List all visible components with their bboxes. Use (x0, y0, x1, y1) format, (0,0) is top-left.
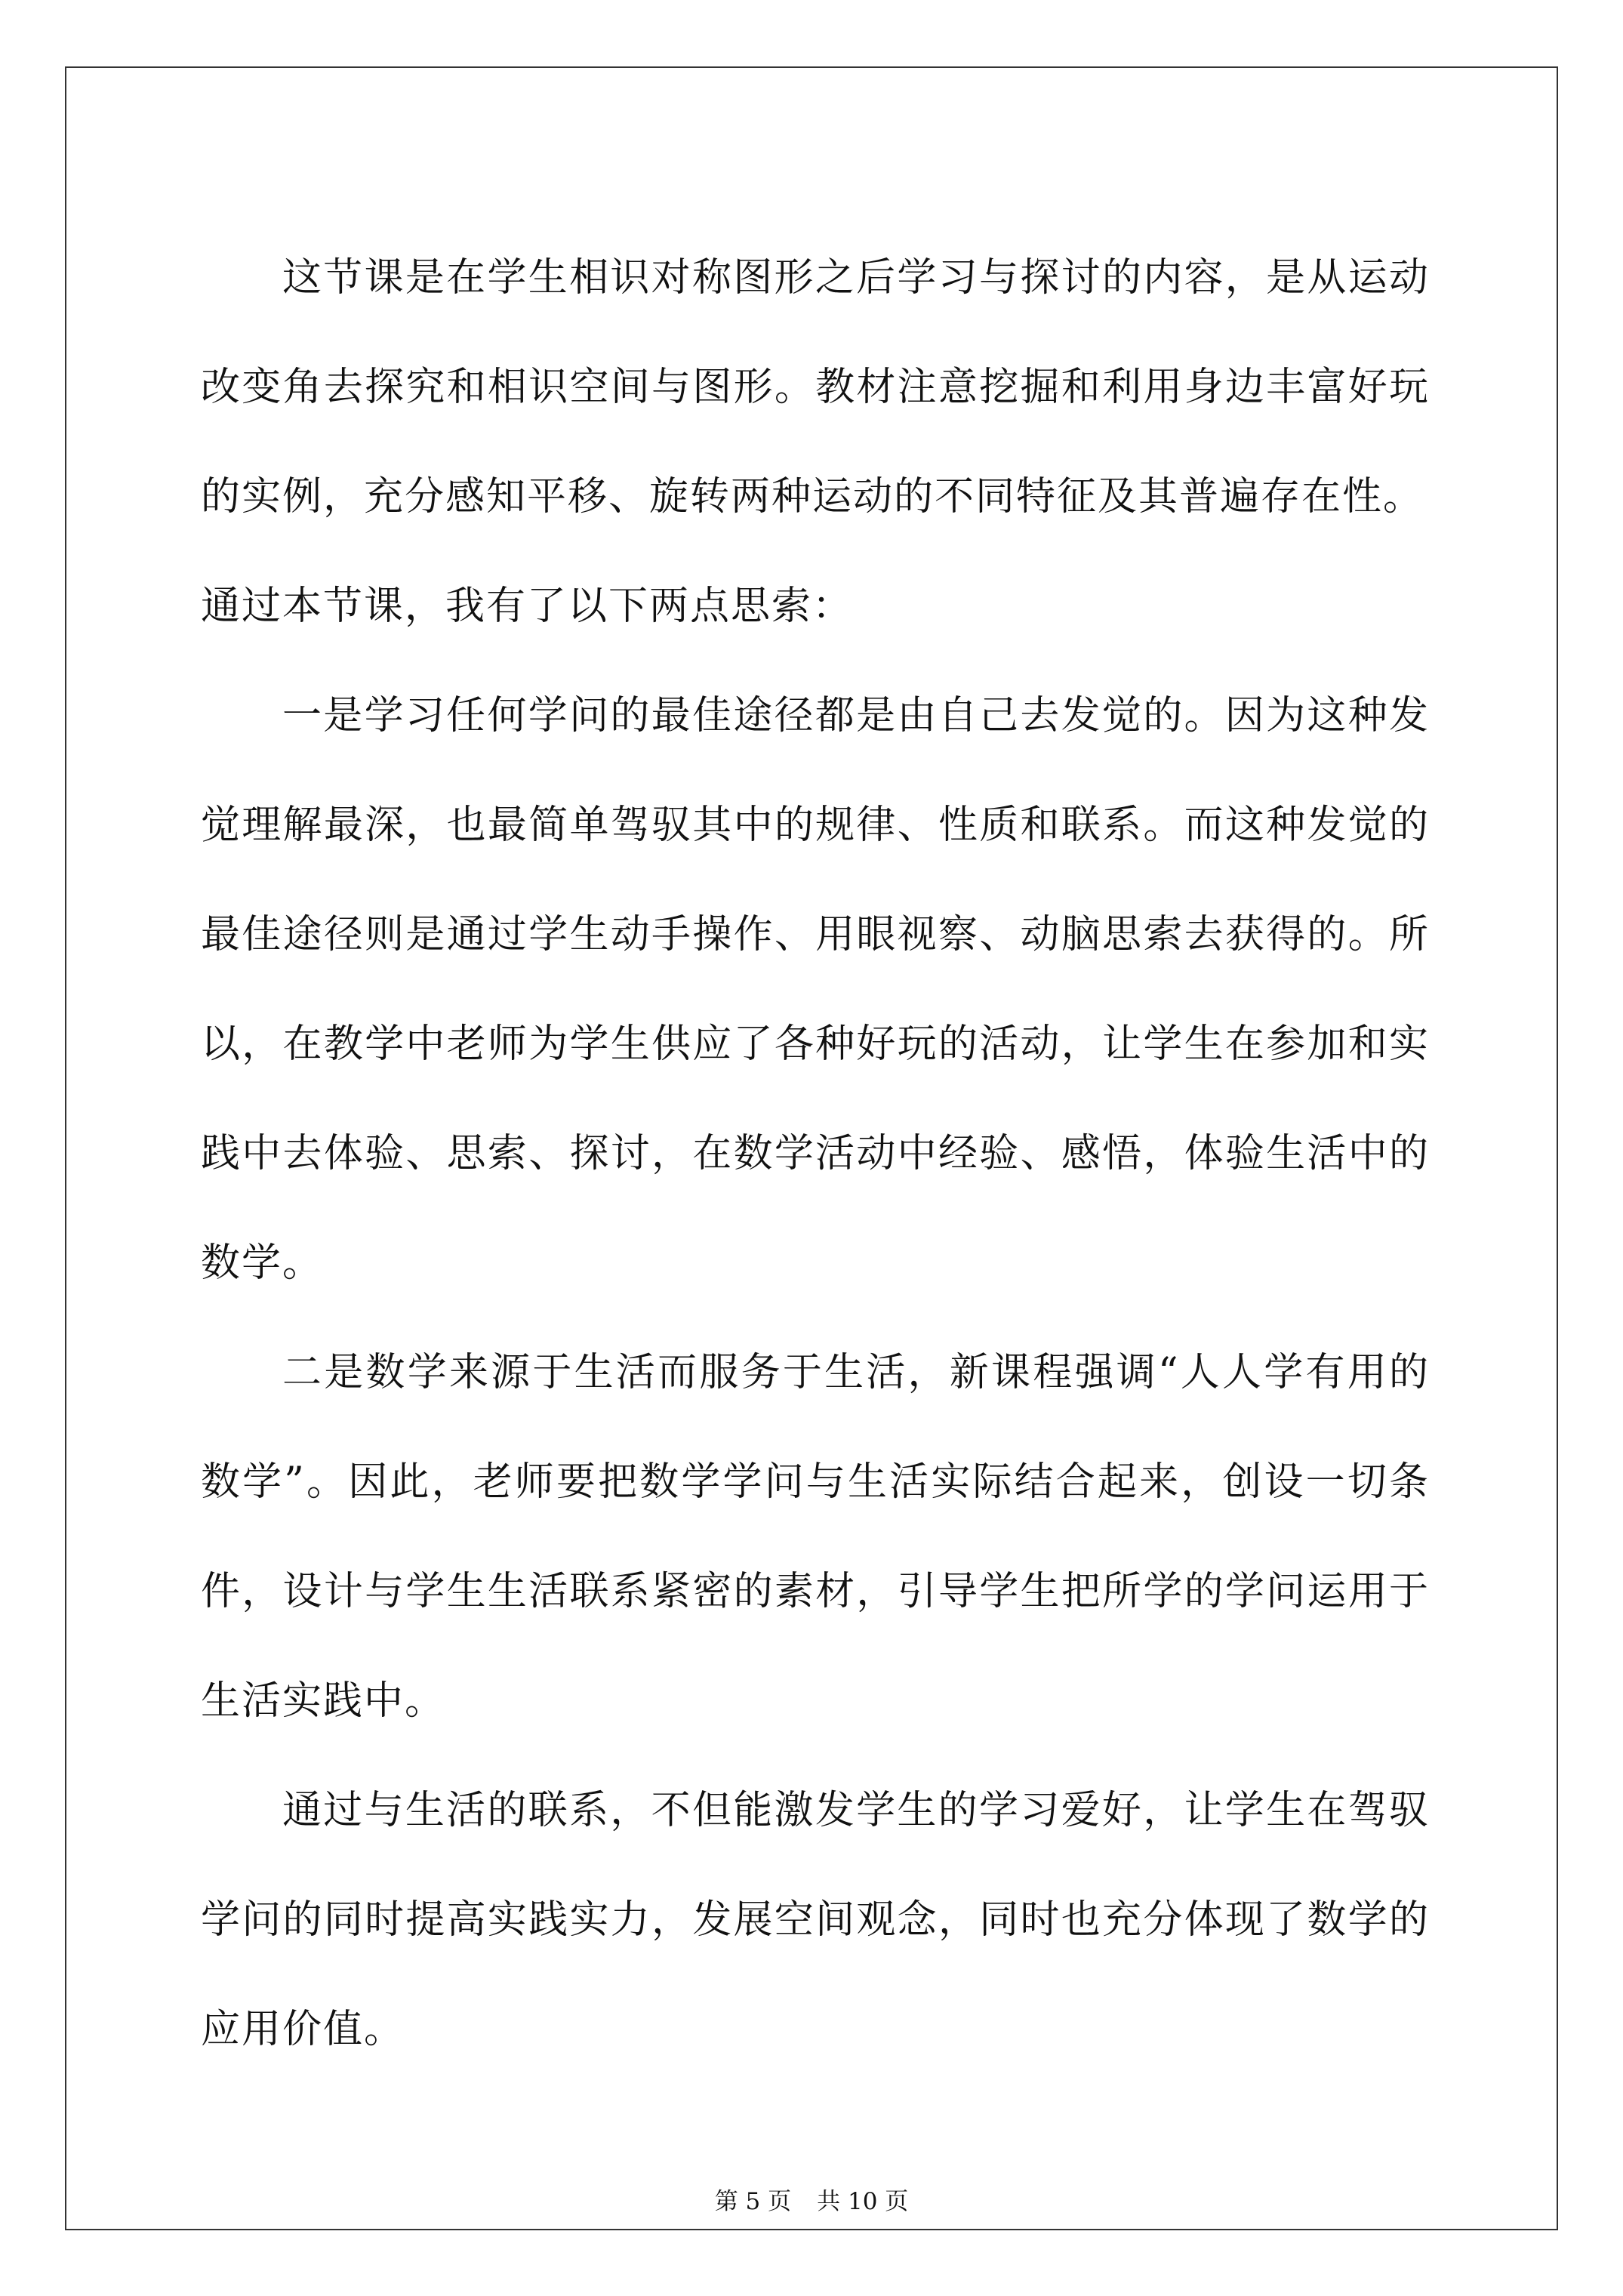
paragraph: 通过与生活的联系，不但能激发学生的学习爱好，让学生在驾驭学问的同时提高实践实力，发展空间观念，同时也充分体现了数学的应用价值。 (201, 1788, 1430, 2052)
page-footer (0, 2187, 1623, 2217)
page-total: 共 10 页 (817, 2188, 909, 2215)
document-body (201, 223, 1430, 2085)
page-number: 第 5 页 (714, 2188, 792, 2215)
paragraph: 通过本节课，我有了以下两点思索： (201, 584, 854, 629)
paragraph: 一是学习任何学问的最佳途径都是由自己去发觉的。因为这种发觉理解最深，也最简单驾驭其中的规律、性质和联系。而这种发觉的最佳途径则是通过学生动手操作、用眼视察、动脑思索去获得的。所以，在教学中老师为学生供应了各种好玩的活动，让学生在参加和实践中去体验、思索、探讨，在数学活动中经验、感悟，体验生活中的数学。 (201, 693, 1430, 1286)
paragraph: 这节课是在学生相识对称图形之后学习与探讨的内容，是从运动改变角去探究和相识空间与图形。教材注意挖掘和利用身边丰富好玩的实例，充分感知平移、旋转两种运动的不同特征及其普遍存在性。 (201, 255, 1430, 519)
paragraph: 二是数学来源于生活而服务于生活，新课程强调“人人学有用的数学”。因此，老师要把数学学问与生活实际结合起来，创设一切条件，设计与学生生活联系紧密的素材，引导学生把所学的学问运用于生活实践中。 (201, 1350, 1430, 1724)
